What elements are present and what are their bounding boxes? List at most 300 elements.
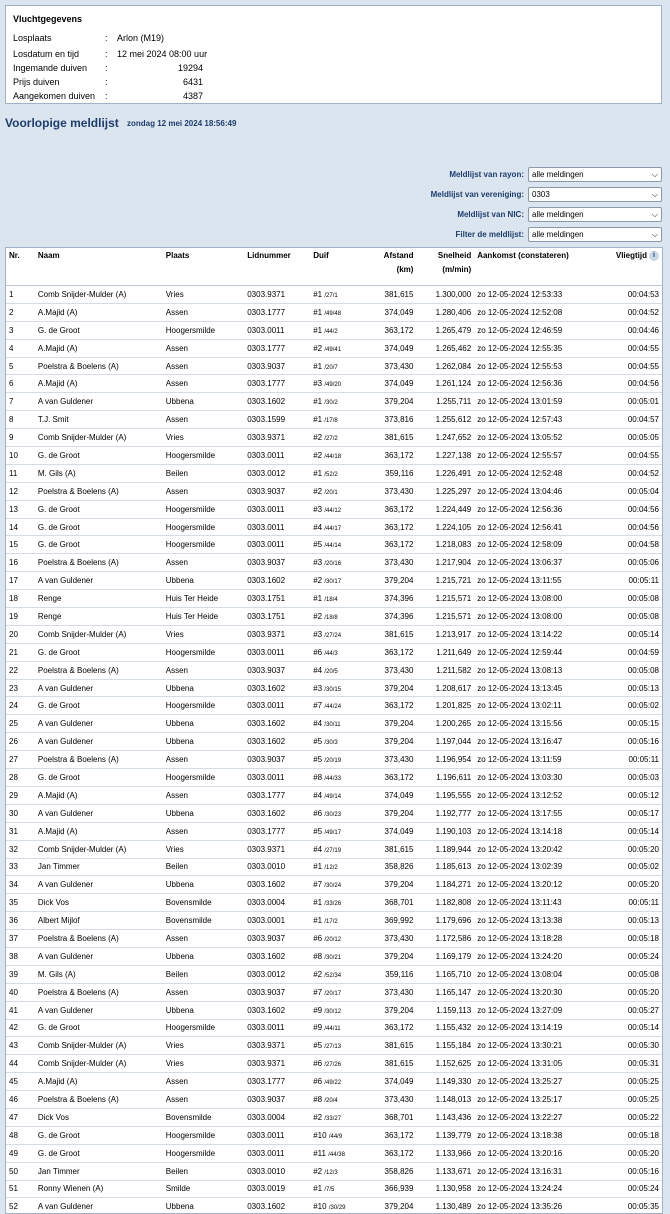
- table-row[interactable]: [6, 590, 662, 608]
- cell-snelheid: 1.192,777: [416, 804, 474, 822]
- duif-sub: /44/14: [324, 543, 342, 550]
- cell-snelheid: 1.130,489: [416, 1198, 474, 1214]
- col-snelheid-unit: (m/min): [442, 265, 472, 274]
- cell-vliegtijd: 00:05:05: [594, 429, 662, 447]
- cell-duif: [310, 608, 364, 626]
- duif-number: #3: [313, 683, 323, 693]
- filter-label: Meldlijst van rayon:: [449, 170, 524, 179]
- table-row[interactable]: [6, 697, 662, 715]
- cell-afstand: 381,615: [364, 286, 417, 304]
- info-icon[interactable]: i: [649, 251, 659, 261]
- duif-number: #7: [313, 880, 323, 890]
- cell-nr: 26: [6, 733, 35, 751]
- cell-lidnummer: 0303.9037: [244, 1091, 310, 1109]
- cell-nr: 50: [6, 1162, 35, 1180]
- duif-number: #8: [313, 1095, 323, 1105]
- table-row[interactable]: [6, 1001, 662, 1019]
- cell-plaats: Assen: [163, 411, 244, 429]
- cell-plaats: Assen: [163, 1073, 244, 1091]
- duif-sub: /30/2: [324, 400, 338, 407]
- cell-duif: [310, 965, 364, 983]
- cell-aankomst: zo 12-05-2024 13:22:27: [474, 1108, 594, 1126]
- cell-afstand: 379,204: [364, 393, 417, 411]
- cell-lidnummer: 0303.1602: [244, 715, 310, 733]
- table-row[interactable]: [6, 1144, 662, 1162]
- col-afstand-label: Afstand: [383, 251, 414, 260]
- duif-number: #2: [313, 969, 323, 979]
- cell-snelheid: 1.211,582: [416, 661, 474, 679]
- col-lidnummer: Lidnummer: [244, 248, 310, 286]
- cell-snelheid: 1.255,711: [416, 393, 474, 411]
- cell-aankomst: zo 12-05-2024 13:08:00: [474, 608, 594, 626]
- duif-sub: /30/23: [324, 811, 342, 818]
- flight-info-panel: [5, 5, 662, 104]
- cell-aankomst: zo 12-05-2024 13:20:12: [474, 876, 594, 894]
- cell-duif: [310, 482, 364, 500]
- cell-aankomst: zo 12-05-2024 13:35:26: [474, 1198, 594, 1214]
- cell-aankomst: zo 12-05-2024 13:13:38: [474, 912, 594, 930]
- table-row[interactable]: [6, 804, 662, 822]
- cell-lidnummer: 0303.9037: [244, 554, 310, 572]
- cell-nr: 30: [6, 804, 35, 822]
- duif-number: #6: [313, 808, 323, 818]
- cell-lidnummer: 0303.1777: [244, 822, 310, 840]
- duif-sub: /18/4: [324, 597, 338, 604]
- cell-afstand: 374,396: [364, 590, 417, 608]
- cell-vliegtijd: 00:04:52: [594, 464, 662, 482]
- cell-aankomst: zo 12-05-2024 13:01:59: [474, 393, 594, 411]
- cell-vliegtijd: 00:05:08: [594, 590, 662, 608]
- table-row[interactable]: [6, 643, 662, 661]
- duif-sub: /44/9: [328, 1133, 343, 1140]
- table-row[interactable]: [6, 858, 662, 876]
- table-row[interactable]: [6, 733, 662, 751]
- cell-plaats: Assen: [163, 786, 244, 804]
- duif-sub: /27/1: [324, 292, 338, 299]
- cell-nr: 8: [6, 411, 35, 429]
- cell-plaats: Assen: [163, 661, 244, 679]
- cell-vliegtijd: 00:05:35: [594, 1198, 662, 1214]
- cell-snelheid: 1.261,124: [416, 375, 474, 393]
- duif-sub: /27/2: [324, 436, 338, 443]
- cell-snelheid: 1.300,000: [416, 286, 474, 304]
- table-row[interactable]: [6, 965, 662, 983]
- cell-nr: 10: [6, 447, 35, 465]
- table-row[interactable]: [6, 751, 662, 769]
- cell-vliegtijd: 00:04:56: [594, 375, 662, 393]
- cell-snelheid: 1.143,436: [416, 1108, 474, 1126]
- cell-aankomst: zo 12-05-2024 12:59:44: [474, 643, 594, 661]
- duif-sub: /12/2: [324, 865, 338, 872]
- cell-snelheid: 1.148,013: [416, 1091, 474, 1109]
- info-label: Losdatum en tijd: [13, 49, 80, 59]
- duif-number: #3: [313, 558, 323, 568]
- duif-number: #2: [313, 576, 323, 586]
- cell-aankomst: zo 12-05-2024 13:11:59: [474, 751, 594, 769]
- table-row[interactable]: [6, 339, 662, 357]
- table-row[interactable]: [6, 679, 662, 697]
- cell-nr: 28: [6, 769, 35, 787]
- table-row[interactable]: [6, 357, 662, 375]
- table-row[interactable]: [6, 572, 662, 590]
- cell-aankomst: zo 12-05-2024 13:24:24: [474, 1180, 594, 1198]
- cell-aankomst: zo 12-05-2024 13:11:43: [474, 894, 594, 912]
- cell-lidnummer: 0303.0011: [244, 447, 310, 465]
- table-row[interactable]: [6, 840, 662, 858]
- cell-aankomst: zo 12-05-2024 12:56:41: [474, 518, 594, 536]
- cell-vliegtijd: 00:04:57: [594, 411, 662, 429]
- info-row-losplaats: Losplaats : Arlon (M19): [13, 33, 165, 43]
- cell-lidnummer: 0303.1602: [244, 572, 310, 590]
- cell-aankomst: zo 12-05-2024 13:24:20: [474, 947, 594, 965]
- cell-vliegtijd: 00:04:46: [594, 321, 662, 339]
- table-row[interactable]: [6, 786, 662, 804]
- cell-vliegtijd: 00:05:04: [594, 482, 662, 500]
- cell-naam: Albert Mijlof: [35, 912, 163, 930]
- select-value: alle meldingen: [532, 170, 584, 179]
- cell-afstand: 358,826: [364, 858, 417, 876]
- cell-duif: [310, 590, 364, 608]
- cell-lidnummer: 0303.9371: [244, 286, 310, 304]
- rayon-select[interactable]: [528, 167, 662, 182]
- duif-number: #6: [313, 1059, 323, 1069]
- table-row[interactable]: [6, 876, 662, 894]
- duif-sub: /20/4: [324, 1098, 338, 1105]
- cell-duif: [310, 1144, 364, 1162]
- cell-duif: [310, 339, 364, 357]
- cell-aankomst: zo 12-05-2024 12:52:08: [474, 303, 594, 321]
- cell-vliegtijd: 00:05:13: [594, 912, 662, 930]
- cell-naam: M. Gils (A): [35, 965, 163, 983]
- cell-vliegtijd: 00:05:03: [594, 769, 662, 787]
- cell-aankomst: zo 12-05-2024 13:05:52: [474, 429, 594, 447]
- table-row[interactable]: [6, 554, 662, 572]
- cell-nr: 44: [6, 1055, 35, 1073]
- cell-aankomst: zo 12-05-2024 13:12:52: [474, 786, 594, 804]
- duif-number: #6: [313, 1077, 323, 1087]
- duif-sub: /30/3: [324, 740, 338, 747]
- table-row[interactable]: [6, 912, 662, 930]
- cell-snelheid: 1.195,555: [416, 786, 474, 804]
- meldlijst-filter-select[interactable]: [528, 227, 662, 242]
- cell-aankomst: zo 12-05-2024 13:20:30: [474, 983, 594, 1001]
- col-snelheid: [416, 248, 474, 286]
- cell-duif: [310, 697, 364, 715]
- cell-vliegtijd: 00:04:52: [594, 303, 662, 321]
- info-label: Ingemande duiven: [13, 63, 88, 73]
- cell-duif: [310, 625, 364, 643]
- cell-snelheid: 1.184,271: [416, 876, 474, 894]
- cell-nr: 6: [6, 375, 35, 393]
- cell-vliegtijd: 00:04:56: [594, 518, 662, 536]
- cell-vliegtijd: 00:05:13: [594, 679, 662, 697]
- cell-afstand: 379,204: [364, 1001, 417, 1019]
- cell-nr: 42: [6, 1019, 35, 1037]
- col-snelheid-label: Snelheid: [437, 251, 472, 260]
- table-row[interactable]: [6, 1055, 662, 1073]
- cell-vliegtijd: 00:05:08: [594, 661, 662, 679]
- cell-snelheid: 1.227,138: [416, 447, 474, 465]
- table-row[interactable]: [6, 482, 662, 500]
- cell-plaats: Bovensmilde: [163, 1108, 244, 1126]
- table-row[interactable]: [6, 429, 662, 447]
- table-row[interactable]: [6, 1162, 662, 1180]
- cell-snelheid: 1.130,958: [416, 1180, 474, 1198]
- duif-sub: /18/8: [324, 614, 338, 621]
- cell-duif: [310, 1055, 364, 1073]
- cell-lidnummer: 0303.1602: [244, 947, 310, 965]
- filter-label: Meldlijst van vereniging:: [430, 190, 524, 199]
- cell-lidnummer: 0303.9037: [244, 482, 310, 500]
- cell-plaats: Hoogersmilde: [163, 518, 244, 536]
- cell-vliegtijd: 00:05:16: [594, 1162, 662, 1180]
- cell-aankomst: zo 12-05-2024 12:56:36: [474, 375, 594, 393]
- cell-duif: [310, 643, 364, 661]
- cell-vliegtijd: 00:05:14: [594, 1019, 662, 1037]
- table-row[interactable]: [6, 536, 662, 554]
- cell-afstand: 373,430: [364, 983, 417, 1001]
- table-row[interactable]: [6, 894, 662, 912]
- cell-lidnummer: 0303.9037: [244, 357, 310, 375]
- duif-number: #2: [313, 433, 323, 443]
- col-plaats: Plaats: [163, 248, 244, 286]
- table-row[interactable]: [6, 769, 662, 787]
- table-row[interactable]: [6, 822, 662, 840]
- cell-naam: G. de Groot: [35, 500, 163, 518]
- table-row[interactable]: [6, 1108, 662, 1126]
- cell-duif: [310, 447, 364, 465]
- info-value: 12 mei 2024 08:00 uur: [117, 49, 208, 59]
- cell-snelheid: 1.182,808: [416, 894, 474, 912]
- duif-number: #2: [313, 1112, 323, 1122]
- table-row[interactable]: [6, 625, 662, 643]
- table-row[interactable]: [6, 947, 662, 965]
- page-date: zondag 12 mei 2024 18:56:49: [127, 119, 237, 128]
- cell-nr: 36: [6, 912, 35, 930]
- duif-number: #2: [313, 343, 323, 353]
- cell-duif: [310, 894, 364, 912]
- table-row[interactable]: [6, 1198, 662, 1214]
- cell-naam: A van Guldener: [35, 715, 163, 733]
- cell-nr: 15: [6, 536, 35, 554]
- duif-number: #1: [313, 468, 323, 478]
- cell-plaats: Vries: [163, 625, 244, 643]
- cell-nr: 39: [6, 965, 35, 983]
- cell-aankomst: zo 12-05-2024 13:14:18: [474, 822, 594, 840]
- filter-meldlijst: [456, 227, 662, 242]
- cell-plaats: Assen: [163, 482, 244, 500]
- cell-aankomst: zo 12-05-2024 12:56:36: [474, 500, 594, 518]
- cell-aankomst: zo 12-05-2024 12:55:35: [474, 339, 594, 357]
- cell-naam: Jan Timmer: [35, 858, 163, 876]
- cell-lidnummer: 0303.0011: [244, 536, 310, 554]
- cell-nr: 51: [6, 1180, 35, 1198]
- cell-nr: 12: [6, 482, 35, 500]
- table-row[interactable]: [6, 303, 662, 321]
- duif-sub: /30/11: [324, 722, 341, 729]
- table-row[interactable]: [6, 321, 662, 339]
- duif-sub: /49/22: [324, 1080, 342, 1087]
- cell-vliegtijd: 00:05:14: [594, 822, 662, 840]
- cell-aankomst: zo 12-05-2024 12:46:59: [474, 321, 594, 339]
- flight-info-title: Vluchtgegevens: [13, 14, 83, 24]
- cell-naam: Comb Snijder-Mulder (A): [35, 429, 163, 447]
- cell-nr: 48: [6, 1126, 35, 1144]
- cell-vliegtijd: 00:05:02: [594, 858, 662, 876]
- duif-sub: /20/17: [324, 990, 342, 997]
- duif-sub: /20/19: [324, 758, 342, 765]
- cell-nr: 25: [6, 715, 35, 733]
- cell-lidnummer: 0303.0012: [244, 464, 310, 482]
- cell-vliegtijd: 00:05:31: [594, 1055, 662, 1073]
- cell-afstand: 381,615: [364, 840, 417, 858]
- cell-afstand: 379,204: [364, 679, 417, 697]
- cell-lidnummer: 0303.1602: [244, 1198, 310, 1214]
- table-row[interactable]: [6, 608, 662, 626]
- table-row[interactable]: [6, 983, 662, 1001]
- cell-plaats: Vries: [163, 1037, 244, 1055]
- col-duif: Duif: [310, 248, 364, 286]
- cell-naam: Jan Timmer: [35, 1162, 163, 1180]
- cell-duif: [310, 661, 364, 679]
- table-row[interactable]: [6, 1019, 662, 1037]
- cell-plaats: Assen: [163, 930, 244, 948]
- cell-snelheid: 1.152,625: [416, 1055, 474, 1073]
- cell-nr: 32: [6, 840, 35, 858]
- col-naam: Naam: [35, 248, 163, 286]
- cell-plaats: Assen: [163, 751, 244, 769]
- cell-duif: [310, 357, 364, 375]
- table-row[interactable]: [6, 464, 662, 482]
- table-row[interactable]: [6, 518, 662, 536]
- page-title: Voorlopige meldlijst: [5, 116, 119, 130]
- info-value: 4387: [182, 91, 203, 101]
- cell-snelheid: 1.197,044: [416, 733, 474, 751]
- vereniging-select[interactable]: [528, 187, 662, 202]
- duif-number: #7: [313, 987, 323, 997]
- cell-snelheid: 1.185,613: [416, 858, 474, 876]
- cell-afstand: 373,430: [364, 357, 417, 375]
- cell-vliegtijd: 00:05:24: [594, 1180, 662, 1198]
- duif-number: #9: [313, 1005, 323, 1015]
- info-row-prijs: Prijs duiven : 6431: [13, 77, 203, 87]
- cell-naam: G. de Groot: [35, 643, 163, 661]
- cell-snelheid: 1.201,825: [416, 697, 474, 715]
- duif-number: #2: [313, 1166, 323, 1176]
- cell-plaats: Hoogersmilde: [163, 536, 244, 554]
- duif-sub: /27/24: [324, 632, 342, 639]
- cell-afstand: 368,701: [364, 1108, 417, 1126]
- duif-sub: /30/24: [324, 883, 342, 890]
- cell-afstand: 379,204: [364, 876, 417, 894]
- cell-afstand: 363,172: [364, 697, 417, 715]
- cell-aankomst: zo 12-05-2024 13:13:45: [474, 679, 594, 697]
- cell-aankomst: zo 12-05-2024 13:17:55: [474, 804, 594, 822]
- cell-duif: [310, 751, 364, 769]
- cell-vliegtijd: 00:05:02: [594, 697, 662, 715]
- col-afstand-unit: (km): [396, 265, 414, 274]
- duif-sub: /17/8: [324, 418, 338, 425]
- cell-snelheid: 1.217,904: [416, 554, 474, 572]
- cell-lidnummer: 0303.0011: [244, 697, 310, 715]
- table-row[interactable]: [6, 1091, 662, 1109]
- table-row[interactable]: [6, 661, 662, 679]
- cell-snelheid: 1.280,406: [416, 303, 474, 321]
- cell-plaats: Ubbena: [163, 1001, 244, 1019]
- duif-sub: /30/15: [324, 686, 342, 693]
- cell-snelheid: 1.247,652: [416, 429, 474, 447]
- nic-select[interactable]: [528, 207, 662, 222]
- cell-lidnummer: 0303.0012: [244, 965, 310, 983]
- table-row[interactable]: [6, 1180, 662, 1198]
- table-row[interactable]: [6, 1073, 662, 1091]
- cell-afstand: 379,204: [364, 947, 417, 965]
- table-row[interactable]: [6, 1126, 662, 1144]
- cell-aankomst: zo 12-05-2024 13:02:11: [474, 697, 594, 715]
- table-row[interactable]: [6, 393, 662, 411]
- table-row[interactable]: [6, 411, 662, 429]
- table-row[interactable]: [6, 500, 662, 518]
- cell-aankomst: zo 12-05-2024 13:27:09: [474, 1001, 594, 1019]
- filter-label: Meldlijst van NIC:: [457, 210, 524, 219]
- cell-naam: Poelstra & Boelens (A): [35, 983, 163, 1001]
- table-row[interactable]: [6, 447, 662, 465]
- cell-aankomst: zo 12-05-2024 13:31:05: [474, 1055, 594, 1073]
- cell-aankomst: zo 12-05-2024 13:03:30: [474, 769, 594, 787]
- cell-aankomst: zo 12-05-2024 13:08:13: [474, 661, 594, 679]
- cell-afstand: 374,049: [364, 303, 417, 321]
- cell-lidnummer: 0303.0011: [244, 1126, 310, 1144]
- cell-aankomst: zo 12-05-2024 13:18:28: [474, 930, 594, 948]
- duif-sub: /27/19: [324, 847, 342, 854]
- cell-snelheid: 1.225,297: [416, 482, 474, 500]
- cell-aankomst: zo 12-05-2024 13:18:38: [474, 1126, 594, 1144]
- cell-snelheid: 1.139,779: [416, 1126, 474, 1144]
- cell-duif: [310, 983, 364, 1001]
- cell-aankomst: zo 12-05-2024 13:02:39: [474, 858, 594, 876]
- duif-number: #10: [313, 1202, 327, 1212]
- cell-naam: A.Majid (A): [35, 339, 163, 357]
- cell-duif: [310, 858, 364, 876]
- cell-aankomst: zo 12-05-2024 13:08:00: [474, 590, 594, 608]
- table-row[interactable]: [6, 930, 662, 948]
- cell-snelheid: 1.155,184: [416, 1037, 474, 1055]
- cell-afstand: 373,430: [364, 554, 417, 572]
- cell-duif: [310, 840, 364, 858]
- cell-duif: [310, 715, 364, 733]
- table-row[interactable]: [6, 715, 662, 733]
- cell-nr: 31: [6, 822, 35, 840]
- table-row[interactable]: [6, 375, 662, 393]
- duif-sub: /44/18: [324, 453, 342, 460]
- cell-naam: Comb Snijder-Mulder (A): [35, 625, 163, 643]
- cell-afstand: 359,116: [364, 965, 417, 983]
- cell-nr: 43: [6, 1037, 35, 1055]
- table-row[interactable]: [6, 1037, 662, 1055]
- cell-nr: 19: [6, 608, 35, 626]
- cell-duif: [310, 1019, 364, 1037]
- cell-nr: 24: [6, 697, 35, 715]
- duif-sub: /44/12: [324, 507, 342, 514]
- duif-number: #5: [313, 540, 323, 550]
- table-row[interactable]: [6, 286, 662, 304]
- cell-afstand: 373,816: [364, 411, 417, 429]
- cell-vliegtijd: 00:04:56: [594, 500, 662, 518]
- cell-naam: G. de Groot: [35, 1144, 163, 1162]
- duif-sub: /44/33: [324, 775, 342, 782]
- cell-naam: G. de Groot: [35, 536, 163, 554]
- cell-snelheid: 1.190,103: [416, 822, 474, 840]
